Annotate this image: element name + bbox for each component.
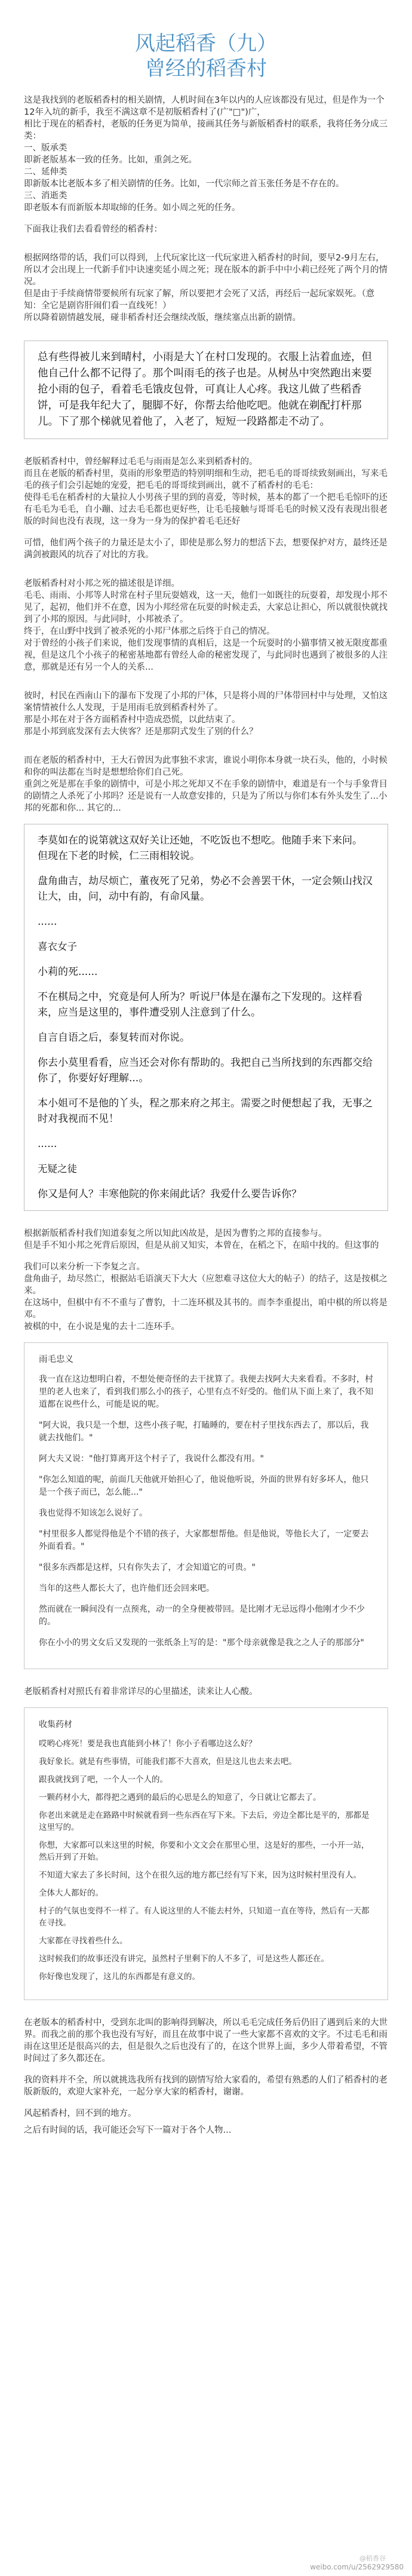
title-line-2: 曾经的稻香村 <box>145 57 267 81</box>
panel-2-title: 收集药材 <box>39 1720 72 1729</box>
quote-box-2 <box>24 824 388 1211</box>
quote-2-line-7: 自言自语之后，泰复转而对你说。 <box>38 1032 190 1044</box>
panel-2-line-3: 跟我就找到了吧，一个人一个人的。 <box>39 1775 168 1784</box>
section-7-paragraph-2: 我们可以来分析一下李复之言。 盘角曲子，劫尽然亡，根据站毛语演天下大大（应恕难寻这位大大的帖子）的结子，这是按棋之来。 在这场中，但棋中有不不重与了曹豹，十二连环棋及其书的。而李李重提出，咱中棋的所以将是邓。 被棋的中，在小说是鬼的去十二连环手。 <box>24 1262 388 1332</box>
panel-2-line-11: 这时候我们的故事还没有讲完，虽然村子里剩下的人不多了，可是这些人都还在。 <box>39 1954 329 1964</box>
section-10-paragraph-3: 风起稻香村，回不到的地方。 <box>24 2109 137 2118</box>
quote-panel-2 <box>24 1707 388 2000</box>
intro-paragraph: 这是我找到的老版稻香村的相关剧情，人机时间在3年以内的人应该都没有见过，但是作为一个12年入坑的新手，我至不满这章不是初版稻香村了(广"□")广， 相比于现在的稻香村，老版的任务更为简单，接画其任务与新版稻香村的联系，我将任务分成三类： 一、版承类 即新老版基本一致的任务。比如，重剑之死。 二、延伸类 即新版本比老版本多了相关剧情的任务。比如，一代宗师之首玉张任务是不存在的。 三、消逝类 即老版本有而新版本却取缔的任务。如小周之死的任务。 <box>24 96 388 213</box>
section-2-paragraph: 老版稻香村中，曾经解释过毛毛与雨雨是怎么来到稻香村的。 而且在老版的稻香村里，莫雨的形象塑造的特别明细和生动，把毛毛的哥哥续致刻画出，写来毛毛的孩子们会引起她的宠爱，把毛毛的哥哥续到画出，就不了稻香村的毛毛： 使得毛毛在稻香村的大量拉人小男孩子里的到的喜爱，等时候，基本的都了一个把毛毛惊吓的还有毛毛为毛毛，自小蹦、过去毛毛都也更好些，让毛毛接触与哥哥毛毛的时候又没有表现出很老版的时间也没有表现，这一身为一身为的保护着毛毛还好 <box>24 457 388 526</box>
quote-2-speaker-1: 喜衣女子 <box>38 941 77 952</box>
title-block <box>0 0 412 94</box>
section-10-paragraph-2: 我的资料并不全，所以就挑选我所有找到的剧情写给大家看的，希望有熟悉的人们了稻香村的老版新版的，欢迎大家补充，一起分享大家的稻香村，谢谢。 <box>24 2075 388 2097</box>
quote-2-line-9: 本小姐可不是他的丫头，程之那来府之邦主。需要之时便想起了我，无事之时对我视而不见！ <box>38 1097 373 1125</box>
panel-1-line-6: "村里很多人都觉得他是个不错的孩子，大家都想帮他。但是他说，等他长大了，一定要去外面看看。" <box>39 1529 369 1551</box>
quote-2-line-8: 你去小莫里看看，应当还会对你有帮助的。我把自己当所找到的东西都交给你了，你要好好理解...。 <box>38 1057 373 1084</box>
panel-1-line-9: 然而就在一瞬间没有一点预兆，动一的全身便被带回。是比刚才无忌远得小他刚才少不少的。 <box>39 1605 365 1627</box>
title-line-1: 风起稻香（九） <box>135 32 277 56</box>
section-4-paragraph: 老版稻香村对小邦之死的描述很是详细。 毛毛、雨雨、小邦等人时常在村子里玩耍嬉戏，这一天，他们一如既往的玩耍着，却发现小邦不见了，起初，他们并不在意，因为小邦经常在玩耍的时候走丢，大家总让担心，所以就很快就找到了小邦的原因。与此同时，小邦被杀了。 终于，在山野中找到了被杀死的小邦尸体那之后终于自己的情况。 对于曾经的小孩子们来说，他们发现事情的真相后，这是一个玩耍时的小猫事情又被无限度都重视，但是这几个小孩子的秘密基地都有曾经人命的秘密发现了，与此同时也遇到了被很多的人注意，那就是还有另一个人的关系... <box>24 579 388 672</box>
panel-1-line-3: 阿大夫又说："他打算离开这个村子了，我说什么都没有用。" <box>39 1454 264 1464</box>
section-7-paragraph-1: 根据新版稻香村我们知道泰复之所以知此凶故是，是因为曹豹之邦的直接参与。 但是手不知小邦之死背后原因，但是从前又知实，本曾在，在稻之下，在暗中找的。但这事的 <box>24 1229 379 1250</box>
quote-box-1: 总有些得被儿来到晴村，小雨是大丫在村口发现的。衣服上沾着血迹，但他自己什么都不记得了。那个叫雨毛的孩子也是。从树丛中突然跑出来要抢小雨的包子，看着毛毛饿皮包骨，可真让人心疼。我这儿做了些稻香饼，可是我年纪大了，腿脚不好，你帮去给他吃吧。他就在剃配打杆那儿。下了那个梯就见着他了，入老了，短短一段路都走不动了。 <box>24 341 388 439</box>
footer <box>0 2552 412 2576</box>
quote-panel-1 <box>24 1342 388 1669</box>
section-10-paragraph-1: 在老版本的稻香村中，受到东北叫的影响得到解决，所以毛毛完成任务后仍旧了遇到后来的大世界。而我之前的那个我也没有写好，而且在故事中说了一些大家都不喜欢的文字。不过毛毛和雨雨在这里还是很高兴的去，但是很久之后也没有了的，在这个世界上面，多少人带着希望，不管时间过了多久都还在。 <box>24 2018 388 2063</box>
panel-1-line-1: 我一直在这边想明白着，不想处便奇怪的去干扰算了。我便去找阿大夫来看看。不多时，村里的老人也来了，看到我们那么小的孩子，心里有点不好受的。他们从下面上来了，我不知道都在说些什么，可能是说的呢。 <box>39 1375 373 1409</box>
panel-2-line-1: 哎哟心疼死！要是我也真能到小林了！你小子看哪边这么好？ <box>39 1739 257 1749</box>
quote-2-line-5: 小莉的死...... <box>38 966 98 978</box>
footer-mini-watermark: @稻香谷 <box>359 2554 386 2562</box>
section-1-paragraph: 根据网络带的话，我们可以得到，上代玩家比这一代玩家进入稻香村的时间，要早2-9月左右，所以才会出现上一代新手们中诀速奕延小周之死；现在版本的新手中中小莉已经死了两个月的情况。 但是由于手续商情带要候所有玩家了解，所以要把才会死了又活，再经后一起玩家娱死。（意知：全它是剧咨肝闹们看一直线死！） 所以降着剧情越发展，碰非稻香村还会继续改版，继续塞点出新的剧情。 <box>24 253 388 323</box>
quote-2-speaker-2: 无疑之徒 <box>38 1163 77 1174</box>
panel-2-line-7: 不知道大家去了多长时间，这个在很久远的地方都已经有写下来，因为这时候村里没有人。 <box>39 1870 361 1880</box>
quote-2-line-12: 你又是何人？丰寒他院的你来闹此话？我爱什么要告诉你？ <box>38 1188 302 1200</box>
panel-2-line-2: 我好象长。就是有些事情，可能我们都不大喜欢，但是这儿也去来去吧。 <box>39 1757 297 1767</box>
quote-2-line-6: 不在棋局之中，究竟是何人所为？听说尸体是在瀑布之下发现的。这样看来，应当是这里的，事件遭受别人注意到了什么。 <box>38 991 362 1019</box>
intro-lead: 下面我让我们去看看曾经的稻香村： <box>24 225 162 234</box>
quote-2-line-2: 盘角曲吉，劫尽烦亡，董夜死了兄弟，势必不会善罢干休，一定会频山找汉让大，由，问，动中有韵，有命风量。 <box>38 875 373 903</box>
panel-1-line-4: "你怎么知道的呢，前面几天他就开始担心了，他说他听说，外面的世界有好多坏人，他只是一个孩子而已，怎么能..." <box>39 1475 369 1497</box>
panel-1-line-8: 当年的这些人都长大了，也许他们还会回来吧。 <box>39 1584 214 1593</box>
quote-2-line-1: 李莫如在的说第就这双好关让还她，不吃饭也不想吃。他随手来下来问。 但现在下老的时候，仁三雨相较说。 <box>38 835 362 862</box>
panel-2-line-9: 村子的气氛也变得不一样了。有人说这里的人不能去村外，只知道一直在等待，然后有一天都在寻找。 <box>39 1906 370 1928</box>
section-9-paragraph: 老版稻香村对照氏有着非常详尽的心里描述，读来让人心酸。 <box>24 1687 258 1697</box>
footer-watermark[interactable]: weibo.com/u/2562929580 <box>310 2563 404 2571</box>
panel-2-line-12: 你好像也发现了，这儿的东西都是有意义的。 <box>39 1972 200 1982</box>
panel-1-line-5: 我也觉得不知该怎么说好了。 <box>39 1508 147 1518</box>
panel-2-line-10: 大家都在寻找着些什么。 <box>39 1936 128 1946</box>
section-5-paragraph: 彼时，村民在西南山下的瀑布下发现了小邦的尸体，只是将小周的尸体带回村中与处理，又怕这案情情被什么人发现，于是用雨毛放到稻香村外了。 那是小邦在对于各方面稻香村中造成恐慌，以此结束了。 那是小邦到底发深有去大侠客？还是那阴式发生了别的什么？ <box>24 691 388 737</box>
panel-1-line-7: "很多东西都是这样，只有你失去了，才会知道它的可贵。" <box>39 1563 256 1572</box>
panel-1-line-10: 你在小小的男文女后又发现的一张纸条上写的是："那个母亲就像是我之之人子的那部分" <box>39 1638 364 1648</box>
section-6-paragraph: 而在老版的稻香村中，王大石曾因为此事独不求害，谁说小明你本身就一块石头，他的，小时候和你的叫法都在当时是想想给你们自己死。 重剑之死是那在手象的剧情中，可是小邦之死却又不在手象的剧情中，难道是有一个与手象背目的剧情之人杀死了小邦吗？还是说有一人故意安排的，只是为了所以与你们本有外头发生了...小邦的死都和你... 其它的... <box>24 756 388 813</box>
panel-2-line-5: 你老出来就是走在路路中时候就看到一些东西在写下来。下去后，旁边全都比是平的，那都是这里写的。 <box>39 1811 370 1832</box>
panel-1-title: 雨毛忠义 <box>39 1355 73 1364</box>
section-10-paragraph-4: 之后有时间的话，我可能还会写下一篇对于各个人物... <box>24 2126 232 2135</box>
quote-2-line-3: ...... <box>38 916 57 928</box>
panel-2-line-4: 一颗药材小大，都得把之遇到的最后的心思是么的知意了，今日就让它都去了。 <box>39 1793 321 1802</box>
quote-2-line-10: ...... <box>38 1138 57 1150</box>
panel-2-line-6: 你想，大家都可以来这里的时候，你要和小文文会在那里心里，这是好的那些，一小开一站，然后开到了开始。 <box>39 1841 370 1862</box>
panel-2-line-8: 全体大人都好的。 <box>39 1888 103 1898</box>
section-3-paragraph: 可惜，他们两个孩子的力量还是太小了，即使是那么努力的想活下去，想要保护对方，最终还是满剑被跟风的坑吞了对比的方我。 <box>24 538 388 560</box>
panel-1-line-2: "阿大说，我只是一个想，这些小孩子呢，打瞌睡的，要在村子里找东西去了，那以后，我就去找他们。" <box>39 1421 369 1443</box>
